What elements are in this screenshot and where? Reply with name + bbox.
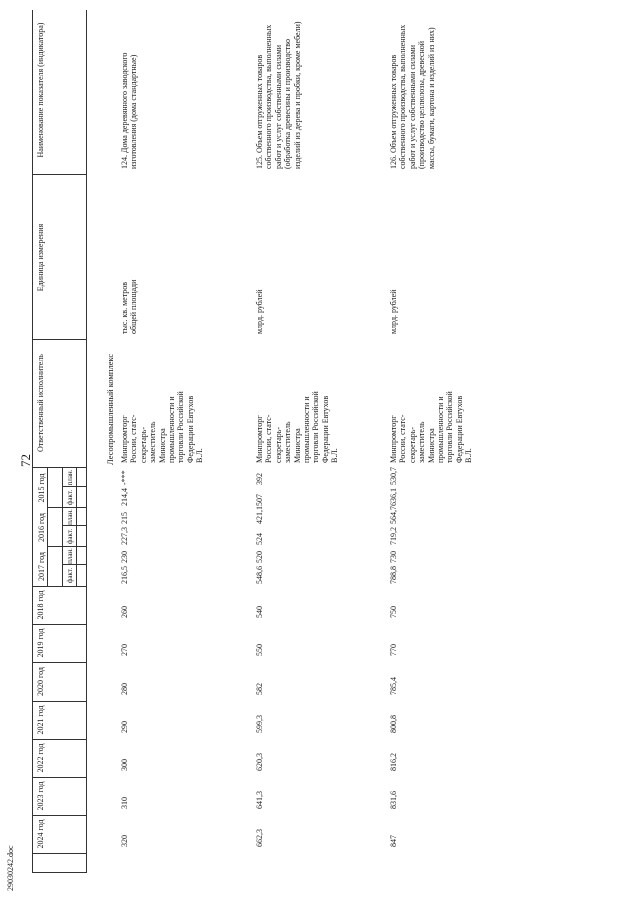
row-126-2024: 847 [389, 835, 398, 847]
row-124-2016-plan: 215 [120, 512, 129, 524]
page-number: 72 [18, 454, 33, 467]
row-124-2015-fact: 214,4 [120, 488, 129, 506]
row-125-2016-plan: 421,1 [255, 506, 264, 524]
doc-filename: 29030242.doc [6, 845, 15, 891]
row-125-2020: 582 [255, 683, 264, 695]
row-125-2015-plan: 392 [255, 473, 264, 485]
header-2021: 2021 год [36, 705, 45, 735]
row-126-responsible: Минпромторг России, статс-секретарь-заместитель Министра промышленности и торговли Российской Федерации Евтухов В.Л. [389, 391, 474, 463]
row-124-2021: 290 [120, 721, 129, 733]
row-124-2015-plan: -*** [120, 470, 129, 485]
row-126-2015-fact: 636,1 [389, 488, 398, 506]
header-2018: 2018 год [36, 590, 45, 620]
header-responsible: Ответственный исполнитель [36, 354, 45, 452]
row-125-2017-fact: 548,6 [255, 566, 264, 584]
row-125-2017-plan: 520 [255, 551, 264, 563]
row-124-2019: 270 [120, 644, 129, 656]
row-124-2018: 260 [120, 606, 129, 618]
row-124-2023: 310 [120, 797, 129, 809]
row-126-2019: 770 [389, 644, 398, 656]
row-125-unit: млрд. рублей [255, 289, 264, 334]
row-125-2023: 641,3 [255, 791, 264, 809]
header-2019: 2019 год [36, 628, 45, 658]
row-124-2024: 320 [120, 835, 129, 847]
row-126-2016-plan: 564,7 [389, 506, 398, 524]
row-126-2020: 785,4 [389, 677, 398, 695]
row-124-2022: 300 [120, 759, 129, 771]
row-125-2024: 662,3 [255, 829, 264, 847]
header-2016-plan: план. [66, 509, 74, 525]
row-125-2022: 620,3 [255, 753, 264, 771]
row-125-2015-fact: 507 [255, 494, 264, 506]
row-126-2023: 831,6 [389, 791, 398, 809]
header-2023: 2023 год [36, 781, 45, 811]
row-126-2016-fact: 719,2 [389, 527, 398, 545]
row-126-2015-plan: 530,7 [389, 467, 398, 485]
header-unit: Единица измерения [36, 223, 45, 292]
row-124-name: 124. Дома деревянного заводского изготовления (дома стандартные) [120, 52, 139, 169]
header-2017-plan: план. [66, 548, 74, 564]
row-125-2021: 599,3 [255, 715, 264, 733]
section-title: Лесопромышленный комплекс [105, 353, 115, 465]
row-125-2019: 550 [255, 644, 264, 656]
row-125-2016-fact: 524 [255, 533, 264, 545]
row-126-2017-fact: 788,8 [389, 566, 398, 584]
row-126-2021: 800,8 [389, 715, 398, 733]
row-125-2018: 540 [255, 606, 264, 618]
header-2017: 2017 год [37, 552, 46, 581]
header-2016: 2016 год [37, 513, 46, 542]
row-124-2017-fact: 216,5 [120, 566, 129, 584]
row-124-unit: тыс. кв. метров общей площади [120, 279, 139, 334]
header-2017-fact: факт. [66, 567, 74, 584]
row-125-responsible: Минпромторг России, статс-секретарь-заместитель Министра промышленности и торговли Российской Федерации Евтухов В.Л. [255, 391, 340, 463]
row-126-2018: 750 [389, 606, 398, 618]
row-125-name: 125. Объем отгруженных товаров собственного производства, выполненных работ и услуг собственными силами (обработка древесины и производство изделий из дерева и пробки, кроме мебели) [255, 21, 302, 169]
header-2015-plan: план. [66, 469, 74, 486]
row-126-name: 126. Объем отгруженных товаров собственного производства, выполненных работ и услуг собственными силами (производство целлюлозы, древесной массы, бумаги, картона и изделий из них) [389, 24, 436, 169]
header-2015: 2015 год [37, 473, 46, 503]
row-124-2020: 280 [120, 683, 129, 695]
row-126-2017-plan: 730 [389, 551, 398, 563]
row-124-2016-fact: 227,3 [120, 527, 129, 545]
header-name: Наименование показателя (индикатора) [36, 22, 45, 158]
header-2024: 2024 год [36, 819, 45, 849]
row-126-unit: млрд. рублей [389, 289, 398, 334]
header-2015-fact: факт. [66, 489, 74, 506]
row-124-responsible: Минпромторг России, статс-секретарь-заместитель Министра промышленности и торговли Российской Федерации Евтухов В.Л. [120, 391, 205, 463]
row-124-2017-plan: 230 [120, 551, 129, 563]
header-2022: 2022 год [36, 743, 45, 773]
header-2016-fact: факт. [66, 528, 74, 545]
header-2020: 2020 год [36, 667, 45, 696]
row-126-2022: 816,2 [389, 753, 398, 771]
